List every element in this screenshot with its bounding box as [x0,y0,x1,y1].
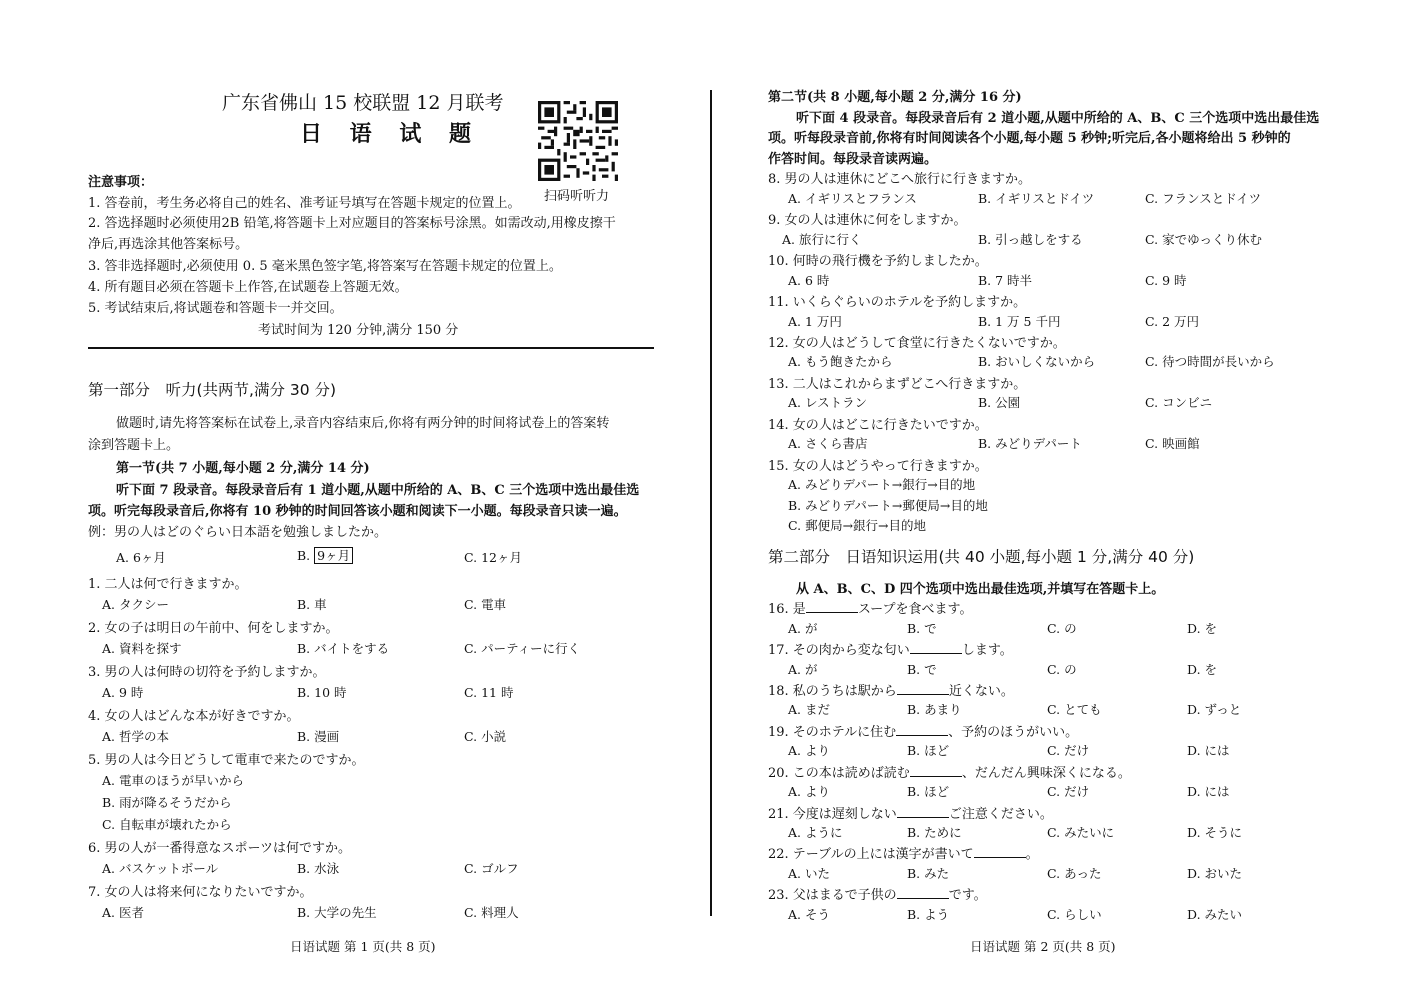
section2-title: 第二节(共 8 小题,每小题 2 分,满分 16 分) [768,90,1022,105]
option-a: A. ように [788,825,843,840]
option-c: C. フランスとドイツ [1145,191,1262,206]
question-prefix: 23. 父はまるで子供の [768,888,897,903]
option-b: B. おいしくないから [978,354,1096,369]
option-b: B. 雨が降るそうだから [102,795,232,810]
question-prefix: 22. テーブルの上には漢字が書いて [768,847,974,862]
option-a: A. が [788,662,818,677]
question-text: 5. 男の人は今日どうして電車で来たのですか。 [88,753,365,768]
notice-item: 1. 答卷前，考生务必将自己的姓名、准考证号填写在答题卡规定的位置上。 [88,196,521,211]
option-c: C. 家でゆっくり休む [1145,232,1262,247]
notice-item: 3. 答非选择题时,必须使用 0. 5 毫米黑色签字笔,将答案写在答题卡规定的位置上。 [88,259,562,274]
option-c: C. の [1047,662,1077,677]
option-b: B. 1 万 5 千円 [978,314,1061,329]
question-text: 3. 男の人は何時の切符を予約しますか。 [88,665,326,680]
question-prefix: 18. 私のうちは駅から [768,684,897,699]
question-suffix: 。 [1025,847,1039,862]
option-a: A. 9 時 [102,685,144,700]
question-prefix: 21. 今度は遅刻しない [768,807,897,822]
question-text: 11. いくらぐらいのホテルを予約しますか。 [768,295,1027,310]
question-text [768,721,1078,740]
option-d: D. には [1187,784,1230,799]
section1-instructions: 项。听完每段录音后,你将有 10 秒钟的时间回答该小题和阅读下一小题。每段录音只读一遍。 [88,504,627,519]
option-c: C. ゴルフ [464,861,519,876]
option-b: B. 水泳 [297,861,340,876]
part1-title: 第一部分 听力(共两节,满分 30 分) [88,381,337,399]
option-a: A. より [788,743,830,758]
option-c: C. だけ [1047,784,1090,799]
page-footer: 日语试题 第 1 页(共 8 页) [290,939,436,954]
question-text [768,639,1013,658]
option-b: B. 漫画 [297,729,340,744]
example-answer-box: 9ヶ月 [314,547,353,564]
option-b: B. 引っ越しをする [978,232,1083,247]
option-c: C. みたいに [1047,825,1115,840]
example-option-b [297,546,353,564]
part2-title: 第二部分 日语知识运用(共 40 小题,每小题 1 分,满分 40 分) [768,548,1195,566]
question-prefix: 17. その肉から変な匂い [768,643,910,658]
option-c: C. の [1047,621,1077,636]
question-text: 6. 男の人が一番得意なスポーツは何ですか。 [88,841,352,856]
question-text [768,803,1053,822]
example-option-a: A. 6ヶ月 [116,550,166,565]
option-b: B. あまり [907,702,962,717]
option-b: B. 公園 [978,395,1021,410]
example-option-c: C. 12ヶ月 [464,550,522,565]
option-d: D. おいた [1187,866,1243,881]
option-b: B. で [907,621,937,636]
question-text [768,680,1014,699]
page-divider [710,90,712,916]
question-text [768,884,987,903]
option-c: C. だけ [1047,743,1090,758]
option-a: A. 旅行に行く [782,232,862,247]
option-a: A. 医者 [102,905,144,920]
option-b: B. 車 [297,597,327,612]
answer-blank [806,600,858,613]
option-a: A. 資料を探す [102,641,182,656]
part1-intro: 涂到答题卡上。 [88,438,180,453]
answer-blank [910,764,962,777]
question-suffix: です。 [948,888,987,903]
answer-blank [897,886,949,899]
notice-heading: 注意事项： [88,175,154,190]
header-divider [88,347,654,349]
option-c: C. 小説 [464,729,507,744]
section2-instructions: 作答时间。每段录音读两遍。 [768,152,938,167]
option-a: A. 電車のほうが早いから [102,773,244,788]
option-c: C. 映画館 [1145,436,1200,451]
page-footer: 日语试题 第 2 页(共 8 页) [970,939,1116,954]
part2-instructions: 从 A、B、C、D 四个选项中选出最佳选项,并填写在答题卡上。 [796,582,1165,597]
answer-blank [896,723,948,736]
option-a: A. タクシー [102,597,169,612]
option-b: B. よう [907,907,950,922]
option-b: B. みた [907,866,950,881]
option-c: C. 9 時 [1145,273,1187,288]
question-text: 13. 二人はこれからまずどこへ行きますか。 [768,377,1027,392]
option-b: B. みどりデパート [978,436,1082,451]
option-b: B. ほど [907,784,950,799]
option-a: A. まだ [788,702,830,717]
option-c: C. あった [1047,866,1102,881]
question-suffix: 、だんだん興味深くになる。 [961,766,1131,781]
question-text: 10. 何時の飛行機を予約しましたか。 [768,254,988,269]
question-text: 14. 女の人はどこに行きたいですか。 [768,418,988,433]
option-d: D. ずっと [1187,702,1242,717]
question-suffix: 、予約のほうがいい。 [948,725,1079,740]
section2-instructions: 项。听每段录音前,你将有时间阅读各个小题,每小题 5 秒钟;听完后,各小题将给出 5 秒钟的 [768,131,1291,146]
option-b: B. イギリスとドイツ [978,191,1095,206]
option-a: A. さくら書店 [788,436,868,451]
question-text: 7. 女の人は将来何になりたいですか。 [88,885,313,900]
section1-instructions: 听下面 7 段录音。每段录音后有 1 道小题,从题中所给的 A、B、C 三个选项中选出最佳选 [116,483,640,498]
answer-blank [897,682,949,695]
example-question: 例：男の人はどのぐらい日本語を勉強しましたか。 [88,525,388,540]
qr-code-icon[interactable] [538,101,618,181]
option-b: B. ほど [907,743,950,758]
option-a: A. レストラン [788,395,868,410]
question-text: 9. 女の人は連休に何をしますか。 [768,213,967,228]
question-text: 12. 女の人はどうして食堂に行きたくないですか。 [768,336,1066,351]
option-a: A. みどりデパート→銀行→目的地 [788,477,976,492]
option-a: A. 1 万円 [788,314,842,329]
option-d: D. を [1187,662,1218,677]
question-prefix: 19. そのホテルに住む [768,725,897,740]
option-a: A. が [788,621,818,636]
option-a: A. より [788,784,830,799]
question-prefix: 20. この本は読めば読む [768,766,910,781]
option-c: C. パーティーに行く [464,641,581,656]
option-b: B. バイトをする [297,641,390,656]
question-suffix: スープを食べます。 [857,602,973,617]
question-text: 4. 女の人はどんな本が好きですか。 [88,709,300,724]
option-d: D. には [1187,743,1230,758]
option-c: C. らしい [1047,907,1102,922]
option-c: C. 料理人 [464,905,519,920]
question-suffix: ご注意ください。 [948,807,1053,822]
option-d: D. みたい [1187,907,1243,922]
option-c: C. とても [1047,702,1102,717]
section1-title: 第一节(共 7 小题,每小题 2 分,满分 14 分) [116,461,370,476]
option-a: A. もう飽きたから [788,354,893,369]
option-c: C. コンビニ [1145,395,1213,410]
option-b: B. 大学の先生 [297,905,377,920]
option-c: C. 11 時 [464,685,514,700]
question-text: 1. 二人は何で行きますか。 [88,577,248,592]
option-b: B. 10 時 [297,685,347,700]
question-text [768,843,1039,862]
option-c: C. 電車 [464,597,507,612]
option-b: B. 7 時半 [978,273,1033,288]
question-text [768,598,972,617]
option-a: A. そう [788,907,830,922]
option-b: B. で [907,662,937,677]
option-a: A. 6 時 [788,273,830,288]
option-c: C. 郵便局→銀行→目的地 [788,518,927,533]
question-text: 15. 女の人はどうやって行きますか。 [768,459,988,474]
option-a: A. バスケットボール [102,861,219,876]
section2-instructions: 听下面 4 段录音。每段录音后有 2 道小题,从题中所给的 A、B、C 三个选项中选出最佳选 [796,111,1320,126]
question-text [768,762,1131,781]
option-c: C. 待つ時間が長いから [1145,354,1275,369]
exam-header-title: 广东省佛山 15 校联盟 12 月联考 [222,92,504,114]
option-b: B. ために [907,825,962,840]
question-text: 2. 女の子は明日の午前中、何をしますか。 [88,621,339,636]
option-b: B. みどりデパート→郵便局→目的地 [788,498,988,513]
option-a: A. イギリスとフランス [788,191,917,206]
question-suffix: します。 [961,643,1013,658]
option-a: A. 哲学の本 [102,729,169,744]
option-c: C. 2 万円 [1145,314,1199,329]
answer-blank [910,641,962,654]
qr-caption: 扫码听听力 [544,189,610,204]
example-option-b-prefix: B. [297,548,315,563]
option-d: D. そうに [1187,825,1243,840]
option-d: D. を [1187,621,1218,636]
subject-title: 日 语 试 题 [300,121,481,147]
notice-item: 5. 考试结束后,将试题卷和答题卡一并交回。 [88,301,343,316]
option-a: A. いた [788,866,830,881]
notice-item: 净后,再选涂其他答案标号。 [88,237,249,252]
part1-intro: 做题时,请先将答案标在试卷上,录音内容结束后,你将有两分钟的时间将试卷上的答案转 [116,416,610,431]
option-c: C. 自転車が壊れたから [102,817,232,832]
answer-blank [897,805,949,818]
question-prefix: 16. 是 [768,602,806,617]
question-suffix: 近くない。 [948,684,1014,699]
exam-time-line: 考试时间为 120 分钟,满分 150 分 [258,323,459,338]
answer-blank [974,845,1026,858]
question-text: 8. 男の人は連休にどこへ旅行に行きますか。 [768,172,1032,187]
notice-item: 4. 所有题目必须在答题卡上作答,在试题卷上答题无效。 [88,280,408,295]
notice-item: 2. 答选择题时必须使用2B 铅笔,将答题卡上对应题目的答案标号涂黑。如需改动,用橡皮擦干 [88,216,616,231]
